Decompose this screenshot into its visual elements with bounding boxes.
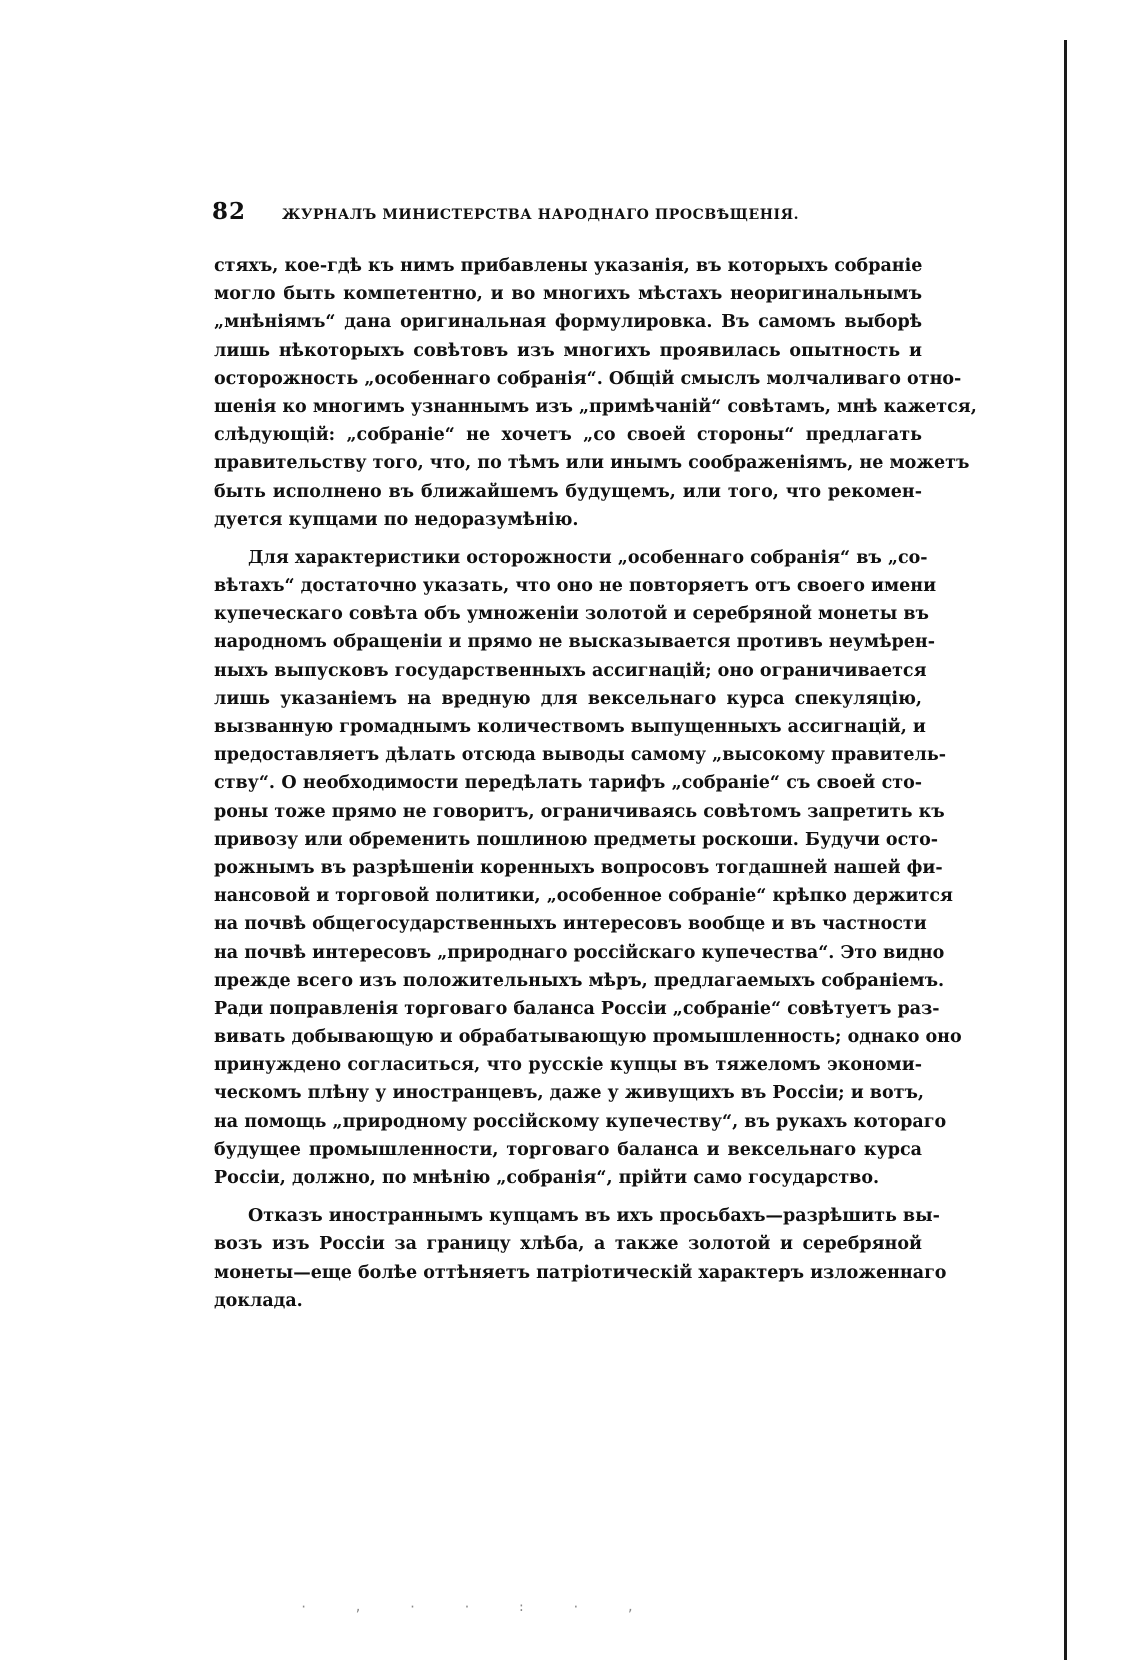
- text-line: слѣдующій: „собраніе“ не хочетъ „со своей стороны“ предлагать: [214, 425, 922, 446]
- paragraph-1: [214, 252, 977, 534]
- text-line: купеческаго совѣта объ умноженіи золотой и серебряной монеты въ: [214, 604, 929, 625]
- text-line: Отказъ иностраннымъ купцамъ въ ихъ просьбахъ—разрѣшить вы-: [248, 1206, 940, 1227]
- text-line: быть исполнено въ ближайшемъ будущемъ, или того, что рекомен-: [214, 481, 922, 502]
- text-line: лишь указаніемъ на вредную для вексельнаго курса спекуляцію,: [214, 688, 922, 709]
- body-text: [214, 252, 977, 1325]
- text-line: „мнѣніямъ“ дана оригинальная формулировка. Въ самомъ выборѣ: [214, 312, 922, 333]
- text-line: на почвѣ общегосударственныхъ интересовъ вообще и въ частности: [214, 914, 927, 935]
- text-line: монеты—еще болѣе оттѣняетъ патріотическій характеръ изложеннаго: [214, 1262, 947, 1283]
- page-number: 82: [212, 198, 247, 225]
- text-line: ческомъ плѣну у иностранцевъ, даже у живущихъ въ Россіи; и вотъ,: [214, 1083, 924, 1104]
- text-line: Ради поправленія торговаго баланса Россіи „собраніе“ совѣтуетъ раз-: [214, 998, 940, 1019]
- text-line: принуждено согласиться, что русскіе купцы въ тяжеломъ экономи-: [214, 1055, 922, 1076]
- text-line: народномъ обращеніи и прямо не высказывается противъ неумѣрен-: [214, 632, 935, 653]
- text-line: нансовой и торговой политики, „особенное собраніе“ крѣпко держится: [214, 886, 953, 907]
- paragraph-2: [214, 544, 962, 1192]
- text-line: привозу или обременить пошлиною предметы роскоши. Будучи осто-: [214, 829, 939, 850]
- text-line: дуется купцами по недоразумѣнію.: [214, 509, 579, 530]
- text-line: роны тоже прямо не говоритъ, ограничиваясь совѣтомъ запретить къ: [214, 801, 945, 822]
- text-line: Для характеристики осторожности „особеннаго собранія“ въ „со-: [248, 547, 928, 568]
- text-line: прежде всего изъ положительныхъ мѣръ, предлагаемыхъ собраніемъ.: [214, 970, 945, 991]
- page-edge-rule: [1064, 40, 1067, 1660]
- text-line: вѣтахъ“ достаточно указать, что оно не повторяетъ отъ своего имени: [214, 576, 937, 597]
- text-line: будущее промышленности, торговаго баланса и вексельнаго курса: [214, 1139, 922, 1160]
- text-line: могло быть компетентно, и во многихъ мѣстахъ неоригинальнымъ: [214, 284, 922, 305]
- text-line: возъ изъ Россіи за границу хлѣба, а также золотой и серебряной: [214, 1234, 922, 1255]
- page-header: [212, 198, 932, 228]
- text-line: вивать добывающую и обрабатывающую промышленность; однако оно: [214, 1027, 962, 1048]
- text-line: Россіи, должно, по мнѣнію „собранія“, прійти само государство.: [214, 1168, 880, 1188]
- text-line: осторожность „особеннаго собранія“. Общій смыслъ молчаливаго отно-: [214, 368, 962, 389]
- text-line: шенія ко многимъ узнаннымъ изъ „примѣчаній“ совѣтамъ, мнѣ кажется,: [214, 396, 977, 417]
- print-specks: · , · · : · ,: [300, 1600, 654, 1614]
- text-line: рожнымъ въ разрѣшеніи коренныхъ вопросовъ тогдашней нашей фи-: [214, 857, 943, 878]
- text-line: правительству того, что, по тѣмъ или инымъ соображеніямъ, не можетъ: [214, 453, 970, 474]
- text-line: ныхъ выпусковъ государственныхъ ассигнацій; оно ограничивается: [214, 660, 927, 681]
- running-head: ЖУРНАЛЪ МИНИСТЕРСТВА НАРОДНАГО ПРОСВѢЩЕНІЯ.: [282, 207, 800, 223]
- text-line: ству“. О необходимости передѣлать тарифъ „собраніе“ съ своей сто-: [214, 773, 922, 794]
- text-line: доклада.: [214, 1290, 303, 1311]
- text-line: предоставляетъ дѣлать отсюда выводы самому „высокому правитель-: [214, 745, 947, 766]
- text-line: вызванную громаднымъ количествомъ выпущенныхъ ассигнацій, и: [214, 717, 926, 737]
- text-line: на почвѣ интересовъ „природнаго россійскаго купечества“. Это видно: [214, 942, 945, 963]
- paragraph-3: [214, 1202, 947, 1315]
- text-line: стяхъ, кое-гдѣ къ нимъ прибавлены указанія, въ которыхъ собраніе: [214, 256, 923, 276]
- text-line: на помощь „природному россійскому купечеству“, въ рукахъ котораго: [214, 1111, 947, 1132]
- text-line: лишь нѣкоторыхъ совѣтовъ изъ многихъ проявилась опытность и: [214, 340, 922, 361]
